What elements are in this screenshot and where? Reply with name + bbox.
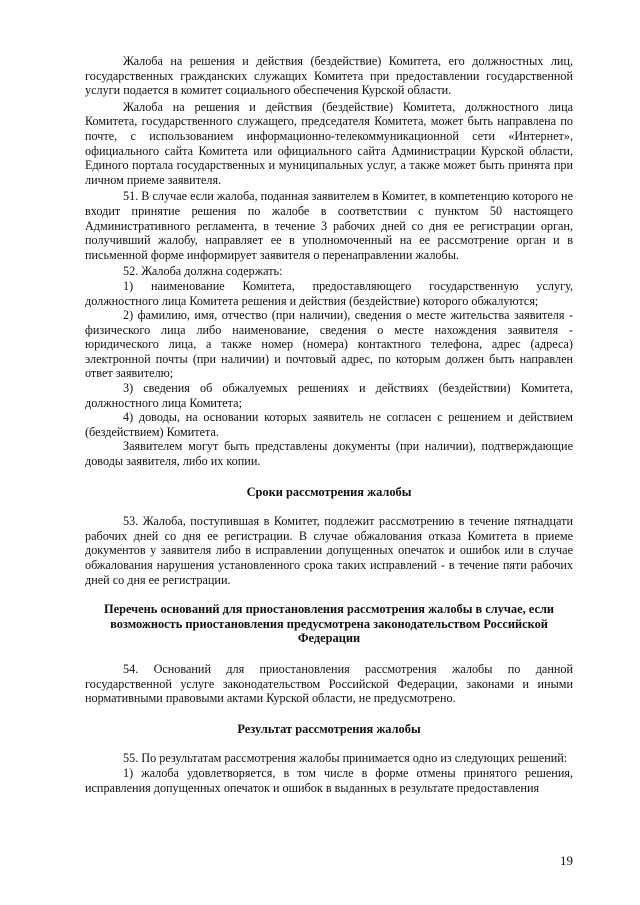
list-item: 3) сведения об обжалуемых решениях и действиях (бездействии) Комитета, должностного лица Комитета; (85, 381, 573, 410)
section-heading-suspension-grounds: Перечень оснований для приостановления рассмотрения жалобы в случае, если возможность приостановления предусмотрена законодательством Российской Федерации (103, 602, 555, 646)
document-body (85, 54, 573, 795)
paragraph-52: 52. Жалоба должна содержать: (123, 264, 283, 279)
list-item: 2) фамилию, имя, отчество (при наличии), сведения о месте жительства заявителя - физического лица либо наименование, сведения о месте нахождения заявителя - юридического лица, а также номер (номера) контактного телефона, адрес (адреса) электронной почты (при наличии) и почтовый адрес, по которым должен быть направлен ответ заявителю; (85, 308, 573, 381)
paragraph: Жалоба на решения и действия (бездействие) Комитета, должностного лица Комитета, государственного служащего, председателя Комитета, может быть направлена по почте, с использованием информационно-телекоммуникационной сети «Интернет», официального сайта Комитета или официального сайта Администрации Курской области, Единого портала государственных и муниципальных услуг, а также может быть принята при личном приеме заявителя. (85, 99, 573, 187)
paragraph-54: 54. Оснований для приостановления рассмотрения жалобы по данной государственной услуге законодательством Российской Федерации, законами и иными нормативными правовыми актами Курской области, не предусмотрено. (85, 661, 573, 706)
list-item: 4) доводы, на основании которых заявитель не согласен с решением и действием (бездействием) Комитета. (85, 410, 573, 439)
section-heading-review-terms: Сроки рассмотрения жалобы (246, 484, 412, 499)
section-heading-review-result: Результат рассмотрения жалобы (237, 721, 421, 736)
list-item: 1) жалоба удовлетворяется, в том числе в форме отмены принятого решения, исправления допущенных опечаток и ошибок в выданных в результате предоставления (85, 765, 573, 795)
paragraph-51: 51. В случае если жалоба, поданная заявителем в Комитет, в компетенцию которого не входит принятие решения по жалобе в соответствии с пунктом 50 настоящего Административного регламента, в течение 3 рабочих дней со дня ее регистрации орган, получивший жалобу, направляет ее в уполномоченный на ее рассмотрение орган и в письменной форме информирует заявителя о перенаправлении жалобы. (85, 189, 573, 262)
paragraph: Жалоба на решения и действия (бездействие) Комитета, его должностных лиц, государственных гражданских служащих Комитета при предоставлении государственной услуги подается в комитет социального обеспечения Курской области. (85, 54, 573, 98)
paragraph-53: 53. Жалоба, поступившая в Комитет, подлежит рассмотрению в течение пятнадцати рабочих дней со дня ее регистрации. В случае обжалования отказа Комитета в приеме документов у заявителя либо в исправлении допущенных опечаток и ошибок или в случае обжалования нарушения установленного срока таких исправлений - в течение пяти рабочих дней со дня ее регистрации. (85, 514, 573, 587)
paragraph-55: 55. По результатам рассмотрения жалобы принимается одно из следующих решений: (123, 751, 568, 766)
paragraph: Заявителем могут быть представлены документы (при наличии), подтверждающие доводы заявителя, либо их копии. (85, 439, 573, 469)
list-item: 1) наименование Комитета, предоставляющего государственную услугу, должностного лица Комитета решения и действия (бездействие) которого обжалуются; (85, 278, 573, 308)
page-number: 19 (560, 853, 573, 868)
